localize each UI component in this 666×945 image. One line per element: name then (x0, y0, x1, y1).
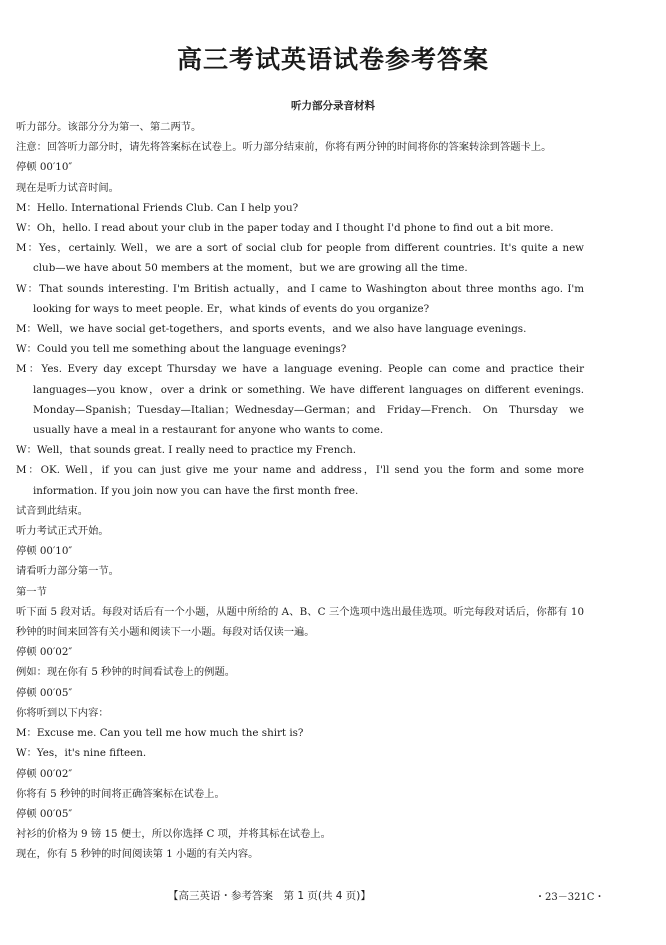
transcript-line: M：OK. Well，if you can just give me your name and address，I'll send you the form and some more information. If you join now you can have the first month free. (16, 464, 584, 497)
transcript-line: 现在，你有 5 秒钟的时间阅读第 1 小题的有关内容。 (16, 848, 259, 861)
footer-page-info: 【高三英语・参考答案 第 1 页(共 4 页)】 (168, 890, 371, 902)
transcript-body (16, 117, 584, 865)
transcript-line: M：Well，we have social get-togethers，and sports events，and we also have language evenings. (16, 323, 527, 336)
transcript-line: M：Hello. International Friends Club. Can I help you? (16, 201, 299, 214)
transcript-line: 听力部分。该部分分为第一、第二两节。 (16, 121, 202, 133)
transcript-line: 停顿 00′02″ (16, 767, 73, 780)
transcript-line: 你将有 5 秒钟的时间将正确答案标在试卷上。 (16, 787, 225, 800)
transcript-line: 例如：现在你有 5 秒钟的时间看试卷上的例题。 (16, 666, 236, 679)
page-title: 高三考试英语试卷参考答案 (176, 45, 489, 74)
transcript-line: 听力考试正式开始。 (16, 525, 109, 538)
transcript-line: 停顿 00′10″ (16, 545, 73, 558)
transcript-line: M：Excuse me. Can you tell me how much the shirt is? (16, 727, 304, 740)
transcript-line: 听下面 5 段对话。每段对话后有一个小题，从题中所给的 A、B、C 三个选项中选出最佳选项。听完每段对话后，你都有 10 秒钟的时间来回答有关小题和阅读下一小题。每段对话仅读一遍。 (16, 605, 584, 639)
transcript-line: 停顿 00′10″ (16, 161, 73, 174)
transcript-line: W：Could you tell me something about the language evenings? (16, 343, 347, 356)
transcript-line: 注意：回答听力部分时，请先将答案标在试卷上。听力部分结束前，你将有两分钟的时间将你的答案转涂到答题卡上。 (16, 141, 552, 154)
transcript-line: M：Yes，certainly. Well，we are a sort of social club for people from different countries. It's quite a new club—we have about 50 members at the moment，but we are growing all the time. (16, 242, 584, 275)
transcript-line: W：Yes，it's nine fifteen. (16, 747, 147, 760)
transcript-line: W：Well，that sounds great. I really need to practice my French. (16, 444, 357, 457)
transcript-line: W：Oh，hello. I read about your club in the paper today and I thought I'd phone to find out a bit more. (16, 222, 554, 235)
transcript-line: 停顿 00′05″ (16, 807, 73, 820)
transcript-line: 你将听到以下内容： (16, 706, 109, 719)
transcript-line: W：That sounds interesting. I'm British actually，and I came to Washington about three months ago. I'm looking for ways to meet people. Er，what kinds of events do you organize? (16, 282, 584, 315)
transcript-line: 停顿 00′02″ (16, 646, 73, 659)
transcript-line: 请看听力部分第一节。 (16, 565, 119, 578)
footer-paper-code: ・23－321C・ (535, 892, 605, 903)
section-subtitle: 听力部分录音材料 (291, 100, 375, 112)
transcript-line: M：Yes. Every day except Thursday we have a language evening. People can come and practice their languages—you know，over a drink or something. We have different languages on different evenings. Monday—Spanish；Tuesday—Italian；Wednesday—German；and Friday—French. On Thursday we usually have a meal in a restaurant for anyone who wants to come. (16, 363, 584, 437)
transcript-line: 第一节 (16, 585, 47, 598)
page-footer (0, 888, 666, 908)
transcript-line: 现在是听力试音时间。 (16, 181, 119, 194)
transcript-line: 衬衫的价格为 9 镑 15 便士，所以你选择 C 项，并将其标在试卷上。 (16, 828, 331, 841)
transcript-line: 停顿 00′05″ (16, 686, 73, 699)
transcript-line: 试音到此结束。 (16, 504, 89, 517)
